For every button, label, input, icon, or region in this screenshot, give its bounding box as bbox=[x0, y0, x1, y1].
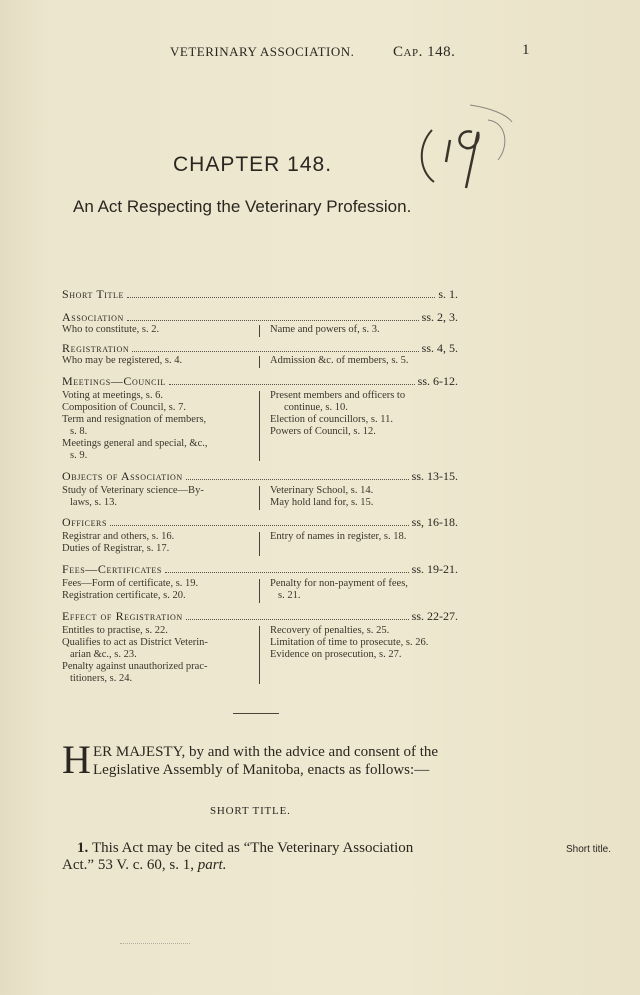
column-divider bbox=[259, 626, 260, 684]
column-divider bbox=[259, 325, 260, 337]
drop-cap: H bbox=[62, 737, 91, 782]
toc-right-column: Penalty for non-payment of fees, s. 21. bbox=[270, 578, 408, 601]
toc-label: Association bbox=[62, 310, 124, 324]
column-divider bbox=[259, 579, 260, 603]
toc-label: Registration bbox=[62, 341, 130, 355]
section-heading: SHORT TITLE. bbox=[210, 805, 291, 817]
toc-sections: ss. 2, 3. bbox=[421, 310, 458, 324]
section-1-line-2: Act.” 53 V. c. 60, s. 1, part. bbox=[62, 857, 227, 873]
section-1-line-1: 1. This Act may be cited as “The Veterinary Association bbox=[77, 840, 414, 856]
toc-entry-officers bbox=[62, 515, 458, 530]
section-divider bbox=[233, 713, 279, 714]
toc-left-column: Who may be registered, s. 4. bbox=[62, 355, 183, 366]
toc-sections: ss. 19-21. bbox=[411, 562, 458, 576]
toc-left-column: Voting at meetings, s. 6. Composition of Council, s. 7. Term and resignation of members, s. 8. Meetings general and special, &c., s. 9. bbox=[62, 390, 208, 461]
column-divider bbox=[259, 532, 260, 556]
toc-left-column: Who to constitute, s. 2. bbox=[62, 324, 160, 335]
stray-mark bbox=[120, 942, 190, 944]
toc-entry-fees bbox=[62, 562, 458, 577]
toc-sections: ss. 13-15. bbox=[411, 469, 458, 483]
toc-right-column: Name and powers of, s. 3. bbox=[270, 324, 380, 335]
toc-sections: s. 1. bbox=[438, 287, 458, 301]
toc-entry-short-title bbox=[62, 287, 458, 302]
section-number: 1. bbox=[77, 840, 89, 856]
chapter-heading: CHAPTER 148. bbox=[173, 153, 333, 176]
toc-left-column: Study of Veterinary science—By- laws, s. 13. bbox=[62, 485, 204, 508]
chapter-reference: Cap. 148. bbox=[393, 44, 456, 60]
toc-entry-effect-of-registration bbox=[62, 609, 458, 624]
margin-note: Short title. bbox=[566, 844, 612, 855]
toc-right-column: Present members and officers to continue, s. 10. Election of councillors, s. 11. Powers of Council, s. 12. bbox=[270, 390, 406, 437]
page-number: 1 bbox=[522, 42, 530, 58]
toc-entry-meetings-council bbox=[62, 374, 458, 389]
column-divider bbox=[259, 391, 260, 461]
toc-entry-objects bbox=[62, 469, 458, 484]
toc-right-column: Entry of names in register, s. 18. bbox=[270, 531, 407, 542]
toc-entry-association bbox=[62, 310, 458, 325]
toc-sections: ss. 22-27. bbox=[411, 609, 458, 623]
toc-left-column: Fees—Form of certificate, s. 19. Registration certificate, s. 20. bbox=[62, 578, 199, 601]
toc-right-column: Veterinary School, s. 14. May hold land for, s. 15. bbox=[270, 485, 374, 508]
handwritten-annotation bbox=[410, 100, 520, 190]
toc-sections: ss, 16-18. bbox=[411, 515, 458, 529]
toc-right-column: Recovery of penalties, s. 25. Limitation of time to prosecute, s. 26. Evidence on prosecution, s. 27. bbox=[270, 625, 429, 660]
column-divider bbox=[259, 356, 260, 368]
toc-right-column: Admission &c. of members, s. 5. bbox=[270, 355, 409, 366]
column-divider bbox=[259, 486, 260, 510]
running-title: VETERINARY ASSOCIATION. bbox=[170, 44, 355, 59]
enacting-line-1: ER MAJESTY, by and with the advice and consent of the bbox=[93, 744, 439, 760]
toc-left-column: Entitles to practise, s. 22. Qualifies to act as District Veterin- arian &c., s. 23. Penalty against unauthorized prac- titioners, s. 24. bbox=[62, 625, 208, 684]
act-title: An Act Respecting the Veterinary Profession. bbox=[73, 197, 412, 216]
toc-sections: ss. 6-12. bbox=[417, 374, 458, 388]
toc-label: Objects of Association bbox=[62, 469, 183, 483]
toc-label: Short Title bbox=[62, 287, 125, 301]
toc-label: Officers bbox=[62, 515, 108, 529]
enacting-line-2: Legislative Assembly of Manitoba, enacts as follows:— bbox=[93, 762, 430, 778]
toc-sections: ss. 4, 5. bbox=[421, 341, 458, 355]
toc-left-column: Registrar and others, s. 16. Duties of Registrar, s. 17. bbox=[62, 531, 175, 554]
toc-label: Fees—Certificates bbox=[62, 562, 162, 576]
toc-entry-registration bbox=[62, 341, 458, 356]
toc-label: Meetings—Council bbox=[62, 374, 166, 388]
toc-label: Effect of Registration bbox=[62, 609, 183, 623]
